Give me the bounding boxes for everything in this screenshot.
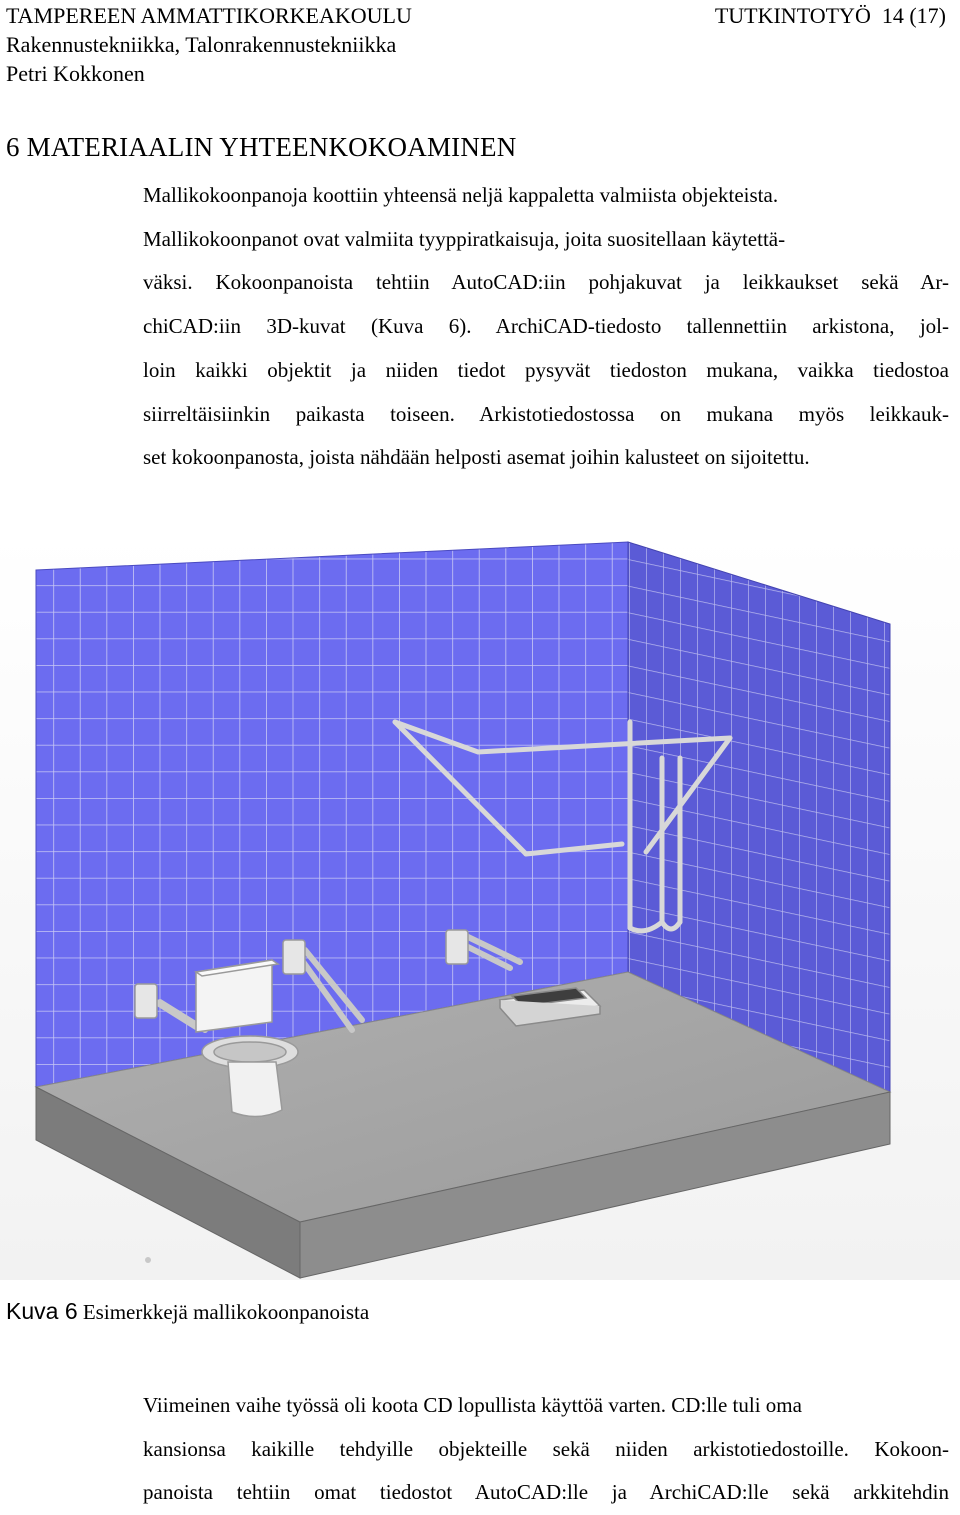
header-doc-type: TUTKINTOTYÖ [714, 3, 871, 28]
header-institution: TAMPEREEN AMMATTIKORKEAKOULU [6, 3, 412, 28]
figure-caption [6, 1298, 369, 1325]
paragraph-line: panoista tehtiin omat tiedostot AutoCAD:lle ja ArchiCAD:lle sekä arkkitehdin [143, 1480, 949, 1505]
header-right [715, 3, 946, 29]
paragraph-line: kansionsa kaikille tehdyille objekteille sekä niiden arkistotiedostoille. Kokoon- [143, 1436, 949, 1461]
figure-caption-text: Esimerkkejä mallikokoonpanoista [82, 1300, 370, 1324]
header-author: Petri Kokkonen [6, 61, 145, 86]
paragraph-line: loin kaikki objektit ja niiden tiedot pysyvät tiedoston mukana, vaikka tiedostoa [143, 357, 949, 382]
paragraph-line: Mallikokoonpanoja koottiin yhteensä neljä kappaletta valmiista objekteista. [143, 183, 779, 207]
paragraph-1 [143, 174, 949, 480]
paragraph-line: set kokoonpanosta, joista nähdään helposti asemat joihin kalusteet on sijoitettu. [143, 445, 810, 470]
header-department: Rakennustekniikka, Talonrakennustekniikka [6, 32, 397, 57]
figure-label: Kuva 6 [6, 1298, 78, 1324]
bathroom-render-image [0, 532, 960, 1280]
paragraph-2 [143, 1384, 949, 1515]
paragraph-line: chiCAD:iin 3D-kuvat (Kuva 6). ArchiCAD-tiedosto tallennettiin arkistona, jol- [143, 314, 949, 339]
paragraph-line: Mallikokoonpanot ovat valmiita tyyppiratkaisuja, joita suositellaan käytettä- [143, 226, 786, 251]
figure-bathroom-render [0, 532, 960, 1280]
paragraph-line: siirreltäisiinkin paikasta toiseen. Arkistotiedostossa on mukana myös leikkauk- [143, 401, 949, 426]
header-page-number: 14 (17) [881, 3, 946, 28]
paragraph-line: väksi. Kokoonpanoista tehtiin AutoCAD:iin pohjakuvat ja leikkaukset sekä Ar- [143, 270, 949, 295]
section-heading: 6 MATERIAALIN YHTEENKOKOAMINEN [6, 132, 517, 162]
paragraph-line: Viimeinen vaihe työssä oli koota CD lopullista käyttöä varten. CD:lle tuli oma [143, 1393, 802, 1417]
